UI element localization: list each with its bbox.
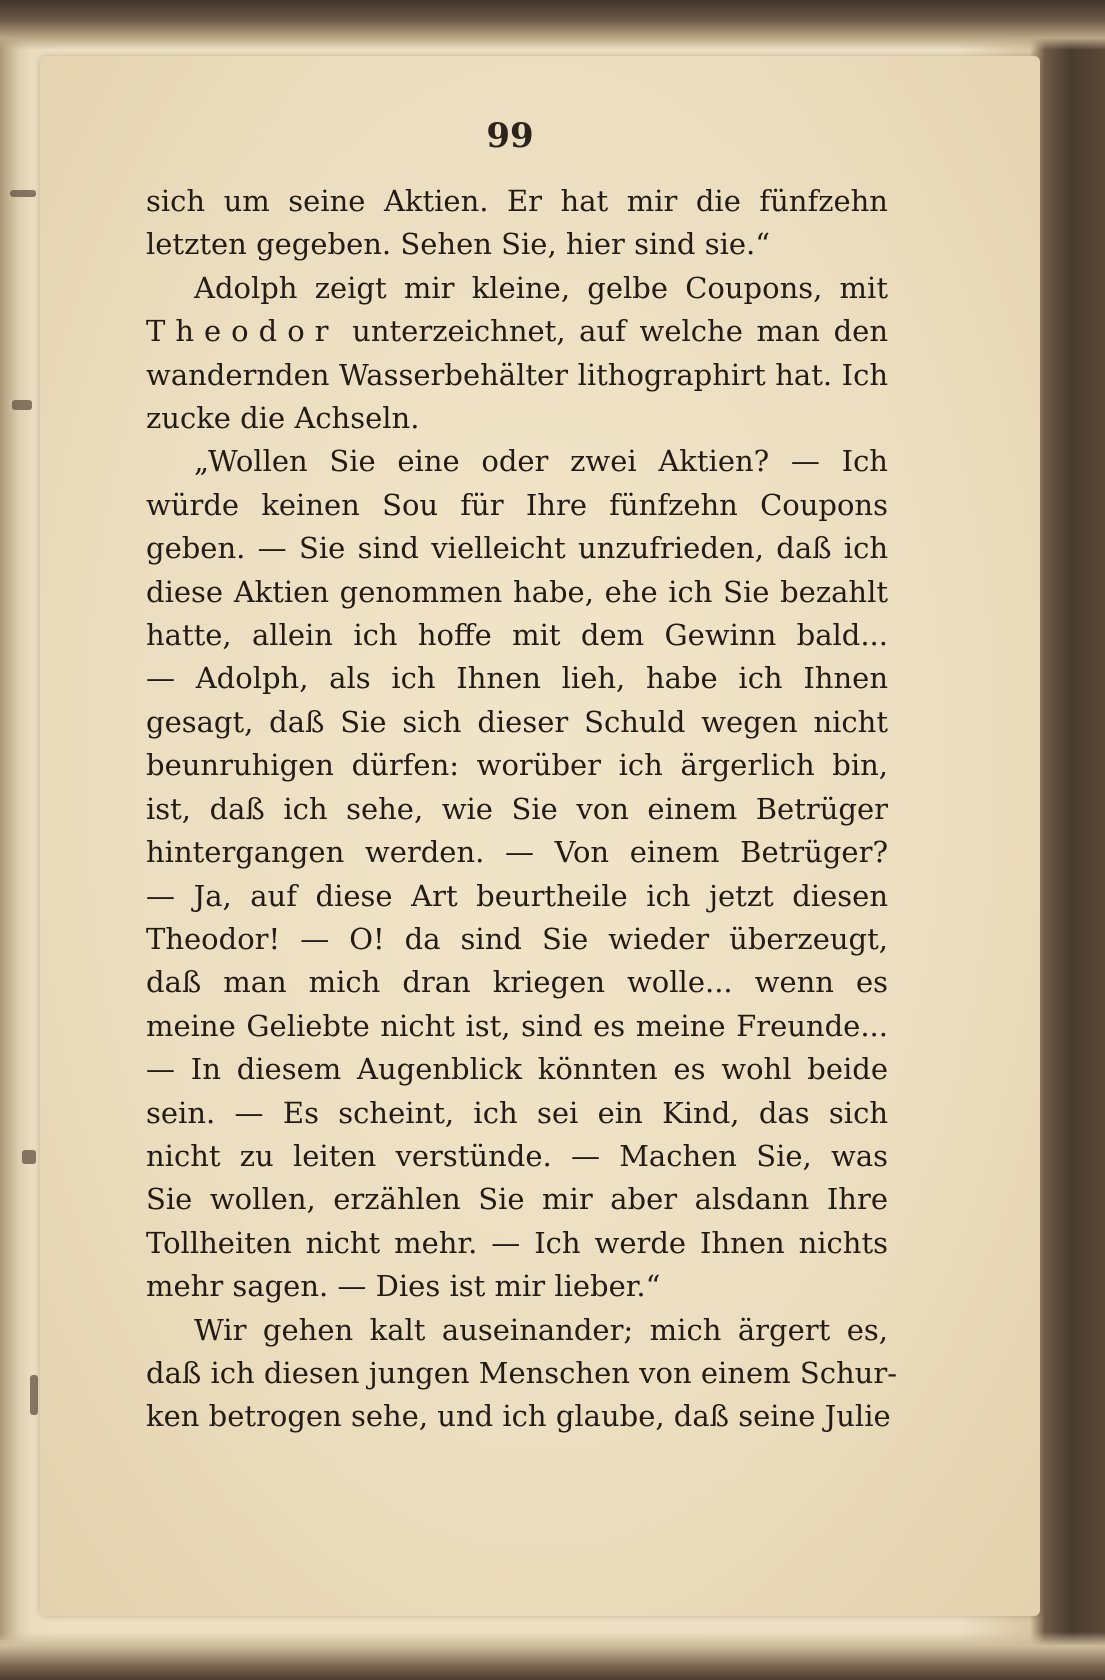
text-line: Wir gehen kalt auseinander; mich ärgert es, bbox=[194, 1312, 888, 1347]
text-line: Sie wollen, erzählen Sie mir aber alsdann Ihre bbox=[146, 1182, 888, 1217]
text-line: wandernden Wasserbehälter lithographirt hat. Ich bbox=[146, 357, 888, 392]
book-cover-top-edge bbox=[0, 0, 1105, 50]
text-line: ist, daß ich sehe, wie Sie von einem Betrüger bbox=[146, 791, 888, 826]
book-cover-bottom-edge bbox=[0, 1632, 1105, 1680]
text-line: Tollheiten nicht mehr. — Ich werde Ihnen nichts bbox=[146, 1225, 888, 1260]
text-line: — In diesem Augenblick könnten es wohl beide bbox=[146, 1052, 888, 1087]
text-line: hatte, allein ich hoffe mit dem Gewinn bald... bbox=[146, 618, 888, 653]
text-line: würde keinen Sou für Ihre fünfzehn Coupons bbox=[146, 487, 888, 522]
text-line: ken betrogen sehe, und ich glaube, daß seine Julie bbox=[146, 1399, 891, 1434]
text-line: Adolph zeigt mir kleine, gelbe Coupons, mit bbox=[194, 270, 888, 305]
text-line-continuation: unterzeichnet, auf welche man den bbox=[338, 314, 888, 349]
text-line: Theodor! — O! da sind Sie wieder überzeugt, bbox=[146, 921, 888, 956]
text-line: — Ja, auf diese Art beurtheile ich jetzt diesen bbox=[146, 878, 888, 913]
text-line: letzten gegeben. Sehen Sie, hier sind sie.“ bbox=[146, 227, 771, 262]
text-line: gesagt, daß Sie sich dieser Schuld wegen nicht bbox=[146, 704, 888, 739]
book-spine-edge bbox=[0, 40, 18, 1640]
text-line: hintergangen werden. — Von einem Betrüger? bbox=[146, 835, 888, 870]
text-line: nicht zu leiten verstünde. — Machen Sie, was bbox=[146, 1138, 888, 1173]
binding-mark bbox=[30, 1375, 38, 1415]
text-line: sein. — Es scheint, ich sei ein Kind, das sich bbox=[146, 1095, 888, 1130]
text-line: sich um seine Aktien. Er hat mir die fünfzehn bbox=[146, 184, 888, 218]
binding-mark bbox=[10, 190, 36, 197]
text-line bbox=[146, 310, 888, 353]
text-line: mehr sagen. — Dies ist mir lieber.“ bbox=[146, 1269, 661, 1304]
text-line: diese Aktien genommen habe, ehe ich Sie bezahlt bbox=[146, 574, 888, 609]
text-line: daß ich diesen jungen Menschen von einem Schur- bbox=[146, 1355, 898, 1390]
page-number: 99 bbox=[486, 116, 534, 156]
text-line: beunruhigen dürfen: worüber ich ärgerlich bin, bbox=[146, 748, 888, 783]
text-line: meine Geliebte nicht ist, sind es meine Freunde... bbox=[146, 1008, 888, 1043]
text-line: daß man mich dran kriegen wolle... wenn es bbox=[146, 965, 888, 1000]
binding-mark bbox=[12, 400, 32, 410]
body-text bbox=[146, 180, 898, 1439]
spaced-name: Theodor bbox=[146, 314, 339, 349]
text-line: geben. — Sie sind vielleicht unzufrieden, daß ich bbox=[146, 531, 888, 566]
text-line: „Wollen Sie eine oder zwei Aktien? — Ich bbox=[194, 444, 888, 479]
text-line: — Adolph, als ich Ihnen lieh, habe ich Ihnen bbox=[146, 661, 888, 696]
binding-mark bbox=[22, 1150, 36, 1164]
text-line: zucke die Achseln. bbox=[146, 401, 420, 436]
